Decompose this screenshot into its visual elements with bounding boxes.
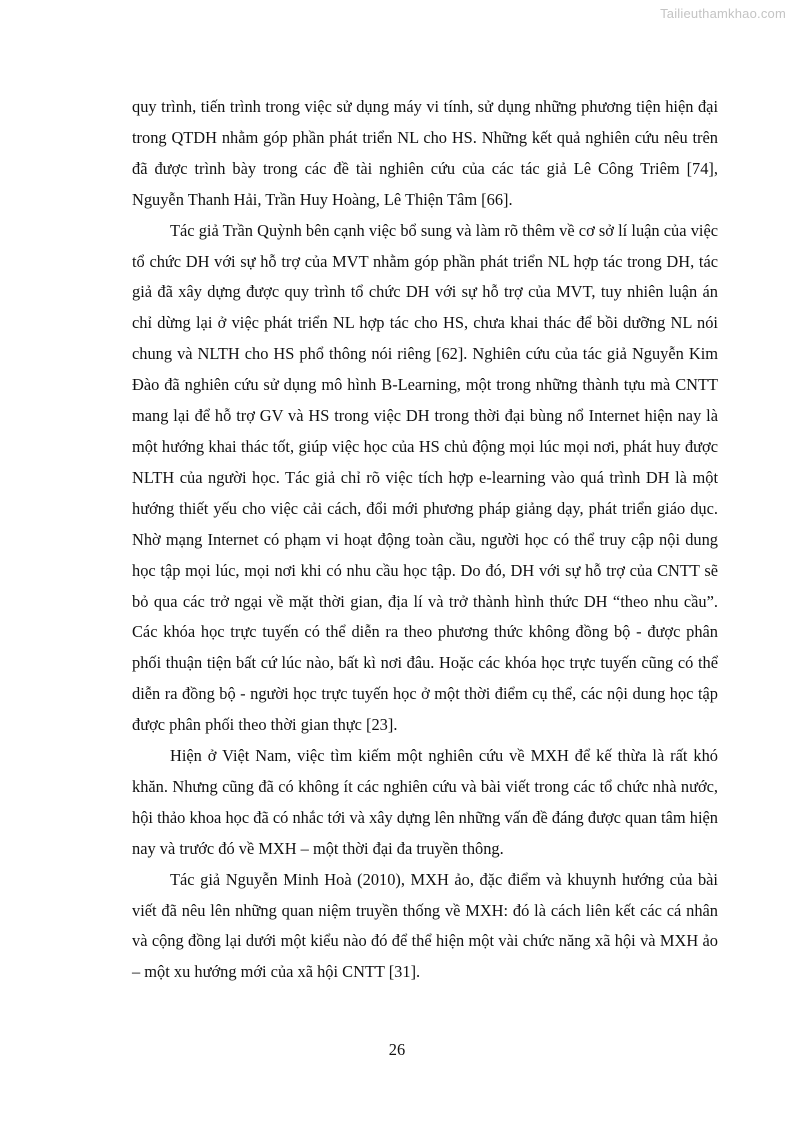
paragraph-3: Hiện ở Việt Nam, việc tìm kiếm một nghiên cứu về MXH để kế thừa là rất khó khăn. Nhưng cũng đã có không ít các nghiên cứu và bài viết trong các tổ chức nhà nước, hội thảo khoa học đã có nhắc tới và xây dựng lên những vấn đề đáng được quan tâm hiện nay và trước đó về MXH – một thời đại đa truyền thông. (132, 746, 718, 858)
paragraph-1: quy trình, tiến trình trong việc sử dụng máy vi tính, sử dụng những phương tiện hiện đại trong QTDH nhằm góp phần phát triển NL cho HS. Những kết quả nghiên cứu nêu trên đã được trình bày trong các đề tài nghiên cứu của các tác giả Lê Công Triêm [74], Nguyễn Thanh Hải, Trần Huy Hoàng, Lê Thiện Tâm [66]. (132, 97, 718, 209)
watermark: Tailieuthamkhao.com (660, 6, 786, 21)
document-body (132, 92, 718, 988)
paragraph-2: Tác giả Trần Quỳnh bên cạnh việc bổ sung và làm rõ thêm về cơ sở lí luận của việc tổ chức DH với sự hỗ trợ của MVT nhằm góp phần phát triển NL hợp tác trong DH, tác giả đã xây dựng được quy trình tổ chức DH với sự hỗ trợ của MVT, tuy nhiên luận án chỉ dừng lại ở việc phát triển NL hợp tác cho HS, chưa khai thác để bồi dưỡng NL nói chung và NLTH cho HS phổ thông nói riêng [62]. Nghiên cứu của tác giả Nguyễn Kim Đào đã nghiên cứu sử dụng mô hình B-Learning, một trong những thành tựu mà CNTT mang lại để hỗ trợ GV và HS trong việc DH trong thời đại bùng nổ Internet hiện nay là một hướng khai thác tốt, giúp việc học của HS chủ động mọi lúc mọi nơi, phát huy được NLTH của người học. Tác giả chỉ rõ việc tích hợp e-learning vào quá trình DH là một hướng thiết yếu cho việc cải cách, đổi mới phương pháp giảng dạy, phát triển giáo dục. Nhờ mạng Internet có phạm vi hoạt động toàn cầu, người học có thể truy cập nội dung học tập mọi lúc, mọi nơi khi có nhu cầu học tập. Do đó, DH với sự hỗ trợ của CNTT sẽ bỏ qua các trở ngại về mặt thời gian, địa lí và trở thành hình thức DH “theo nhu cầu”. Các khóa học trực tuyến có thể diễn ra theo phương thức không đồng bộ - được phân phối thuận tiện bất cứ lúc nào, bất kì nơi đâu. Hoặc các khóa học trực tuyến cũng có thể diễn ra đồng bộ - người học trực tuyến học ở một thời điểm cụ thể, các nội dung học tập được phân phối theo thời gian thực [23]. (132, 220, 718, 735)
page-number: 26 (388, 1040, 406, 1059)
paragraph-4: Tác giả Nguyễn Minh Hoà (2010), MXH ảo, đặc điểm và khuynh hướng của bài viết đã nêu lên những quan niệm truyền thống về MXH: đó là cách liên kết các cá nhân và cộng đồng lại dưới một kiểu nào đó để thể hiện một vài chức năng xã hội và MXH ảo – một xu hướng mới của xã hội CNTT [31]. (132, 869, 718, 982)
